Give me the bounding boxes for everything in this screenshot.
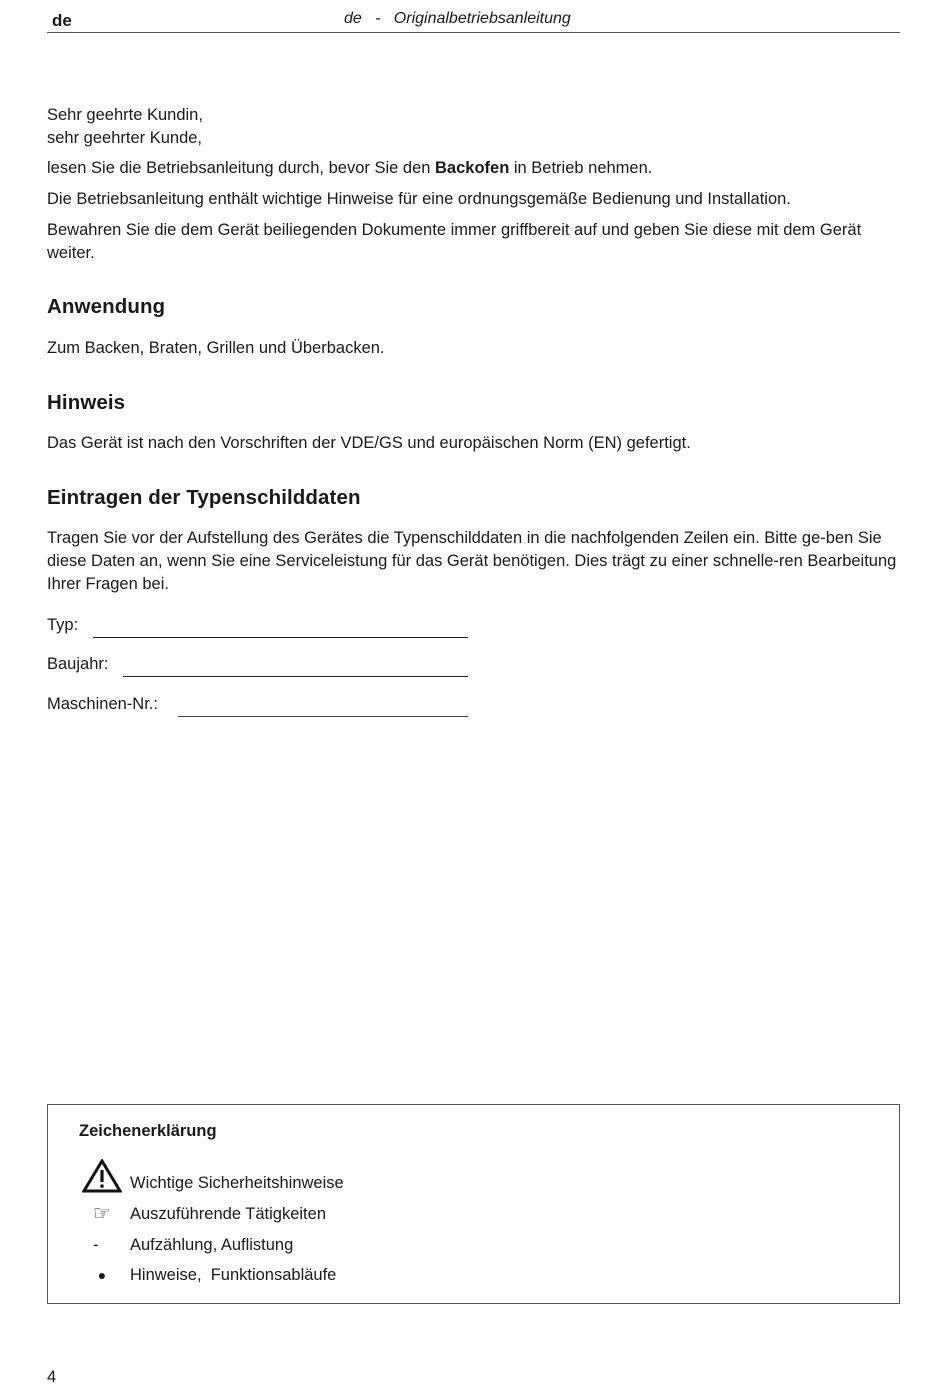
intro-paragraph-2: Die Betriebsanleitung enthält wichtige Hinweise für eine ordnungsgemäße Bedienung und Installation.: [47, 190, 791, 208]
field-typ-label: Typ:: [47, 616, 79, 634]
anwendung-text: Zum Backen, Braten, Grillen und Überbacken.: [47, 339, 385, 357]
legend-item: [79, 1159, 859, 1193]
legend-item-text: Wichtige Sicherheitshinweise: [130, 1174, 344, 1192]
hinweis-text: Das Gerät ist nach den Vorschriften der VDE/GS und europäischen Norm (EN) gefertigt.: [47, 434, 691, 452]
legend-item-text: Hinweise, Funktionsabläufe: [130, 1266, 337, 1284]
legend-box: [47, 1104, 900, 1304]
document-page: [47, 0, 900, 1387]
dash-icon: -: [93, 1236, 99, 1254]
legend-title: Zeichenerklärung: [79, 1122, 217, 1140]
page-number: 4: [47, 1368, 57, 1386]
legend-item: [79, 1263, 859, 1289]
greeting: [47, 104, 900, 150]
field-baujahr-label: Baujahr:: [47, 655, 109, 673]
header-title: de - Originalbetriebsanleitung: [344, 10, 571, 27]
intro-p1-after: in Betrieb nehmen.: [509, 159, 653, 177]
heading-anwendung: Anwendung: [47, 295, 166, 318]
field-maschinen-nr-label: Maschinen-Nr.:: [47, 695, 158, 713]
legend-item-text: Aufzählung, Auflistung: [130, 1236, 294, 1254]
field-baujahr-line: [123, 676, 468, 677]
intro-p1-bold: Backofen: [435, 159, 510, 177]
header-language: de: [52, 11, 72, 30]
page-header: [47, 8, 900, 33]
bullet-icon: ●: [97, 1267, 107, 1283]
greeting-line-1: Sehr geehrte Kundin,: [47, 106, 203, 124]
typenschild-text: Tragen Sie vor der Aufstellung des Gerätes die Typenschilddaten in die nachfolgenden Zeilen ein. Bitte ge-ben Sie diese Daten an, wenn Sie eine Serviceleistung für das Gerät benötigen. Dies trägt zu einer schnelle-ren Bearbeitung Ihrer Fragen bei.: [47, 529, 897, 593]
field-typ-line: [93, 637, 468, 638]
legend-item: [79, 1202, 859, 1228]
heading-typenschild: Eintragen der Typenschilddaten: [47, 486, 361, 509]
legend-item-text: Auszuführende Tätigkeiten: [130, 1205, 326, 1223]
intro-paragraph-1: [47, 157, 900, 180]
warning-triangle-icon: [79, 1159, 125, 1185]
pointing-hand-icon: ☞: [93, 1203, 111, 1225]
intro-p1-before: lesen Sie die Betriebsanleitung durch, bevor Sie den: [47, 159, 435, 177]
intro-paragraph-3: Bewahren Sie die dem Gerät beiliegenden Dokumente immer griffbereit auf und geben Sie diese mit dem Gerät weiter.: [47, 221, 862, 262]
heading-hinweis: Hinweis: [47, 391, 126, 414]
legend-item: [79, 1233, 859, 1259]
greeting-line-2: sehr geehrter Kunde,: [47, 129, 203, 147]
field-maschinen-nr-line: [178, 716, 468, 717]
